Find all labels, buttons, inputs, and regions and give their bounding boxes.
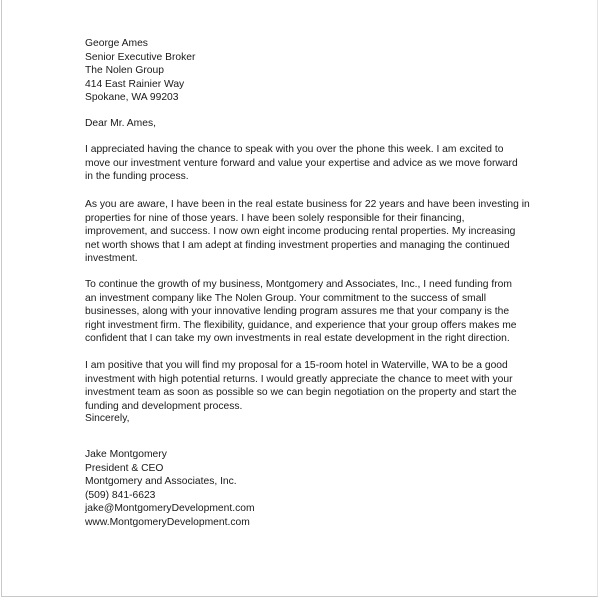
paragraph-line: investment team as soon as possible so we can begin negotiation on the property and start the <box>85 387 517 399</box>
recipient-name: George Ames <box>85 38 148 49</box>
sender-phone: (509) 841-6623 <box>85 489 156 501</box>
paragraph-line: funding and development process. <box>85 400 243 412</box>
signature-block <box>85 448 255 530</box>
paragraph-3 <box>85 278 517 346</box>
paragraph-4 <box>85 359 517 413</box>
paragraph-line: confident that I can take my own investments in real estate development in the right direction. <box>85 333 510 345</box>
salutation: Dear Mr. Ames, <box>85 118 156 129</box>
paragraph-line: investment with high potential returns. I would greatly appreciate the chance to meet with your <box>85 373 513 385</box>
closing: Sincerely, <box>85 413 130 424</box>
recipient-address <box>85 37 195 105</box>
sender-email: jake@MontgomeryDevelopment.com <box>85 503 255 515</box>
paragraph-line: net worth shows that I am adept at finding investment properties and managing the continued <box>85 239 510 251</box>
paragraph-2 <box>85 198 530 266</box>
recipient-title: Senior Executive Broker <box>85 51 196 63</box>
sender-name: Jake Montgomery <box>85 449 167 460</box>
paragraph-line: investment. <box>85 253 138 265</box>
paragraph-line: To continue the growth of my business, Montgomery and Associates, Inc., I need funding from <box>85 279 512 290</box>
paragraph-line: I am positive that you will find my proposal for a 15-room hotel in Waterville, WA to be a good <box>85 360 508 371</box>
sender-title: President & CEO <box>85 462 164 474</box>
recipient-street: 414 East Rainier Way <box>85 78 185 90</box>
paragraph-line: move our investment venture forward and value your expertise and advice as we move forward <box>85 157 518 169</box>
paragraph-line: in the funding process. <box>85 171 189 183</box>
paragraph-line: businesses, along with your innovative lending program assures me that your company is the <box>85 306 510 318</box>
recipient-company: The Nolen Group <box>85 65 164 77</box>
recipient-city: Spokane, WA 99203 <box>85 92 179 104</box>
paragraph-line: I appreciated having the chance to speak with you over the phone this week. I am excited to <box>85 144 504 155</box>
paragraph-line: As you are aware, I have been in the real estate business for 22 years and have been investing in <box>85 199 530 210</box>
paragraph-line: right investment firm. The flexibility, guidance, and experience that your group offers makes me <box>85 319 517 331</box>
sender-company: Montgomery and Associates, Inc. <box>85 476 237 488</box>
paragraph-line: improvement, and success. I now own eight income producing rental properties. My increasing <box>85 226 516 238</box>
paragraph-line: properties for nine of those years. I have been solely responsible for their financing, <box>85 212 465 224</box>
paragraph-line: an investment company like The Nolen Group. Your commitment to the success of small <box>85 292 487 304</box>
paragraph-1 <box>85 143 518 184</box>
sender-website: www.MontgomeryDevelopment.com <box>85 516 250 528</box>
letter-page <box>1 0 598 597</box>
